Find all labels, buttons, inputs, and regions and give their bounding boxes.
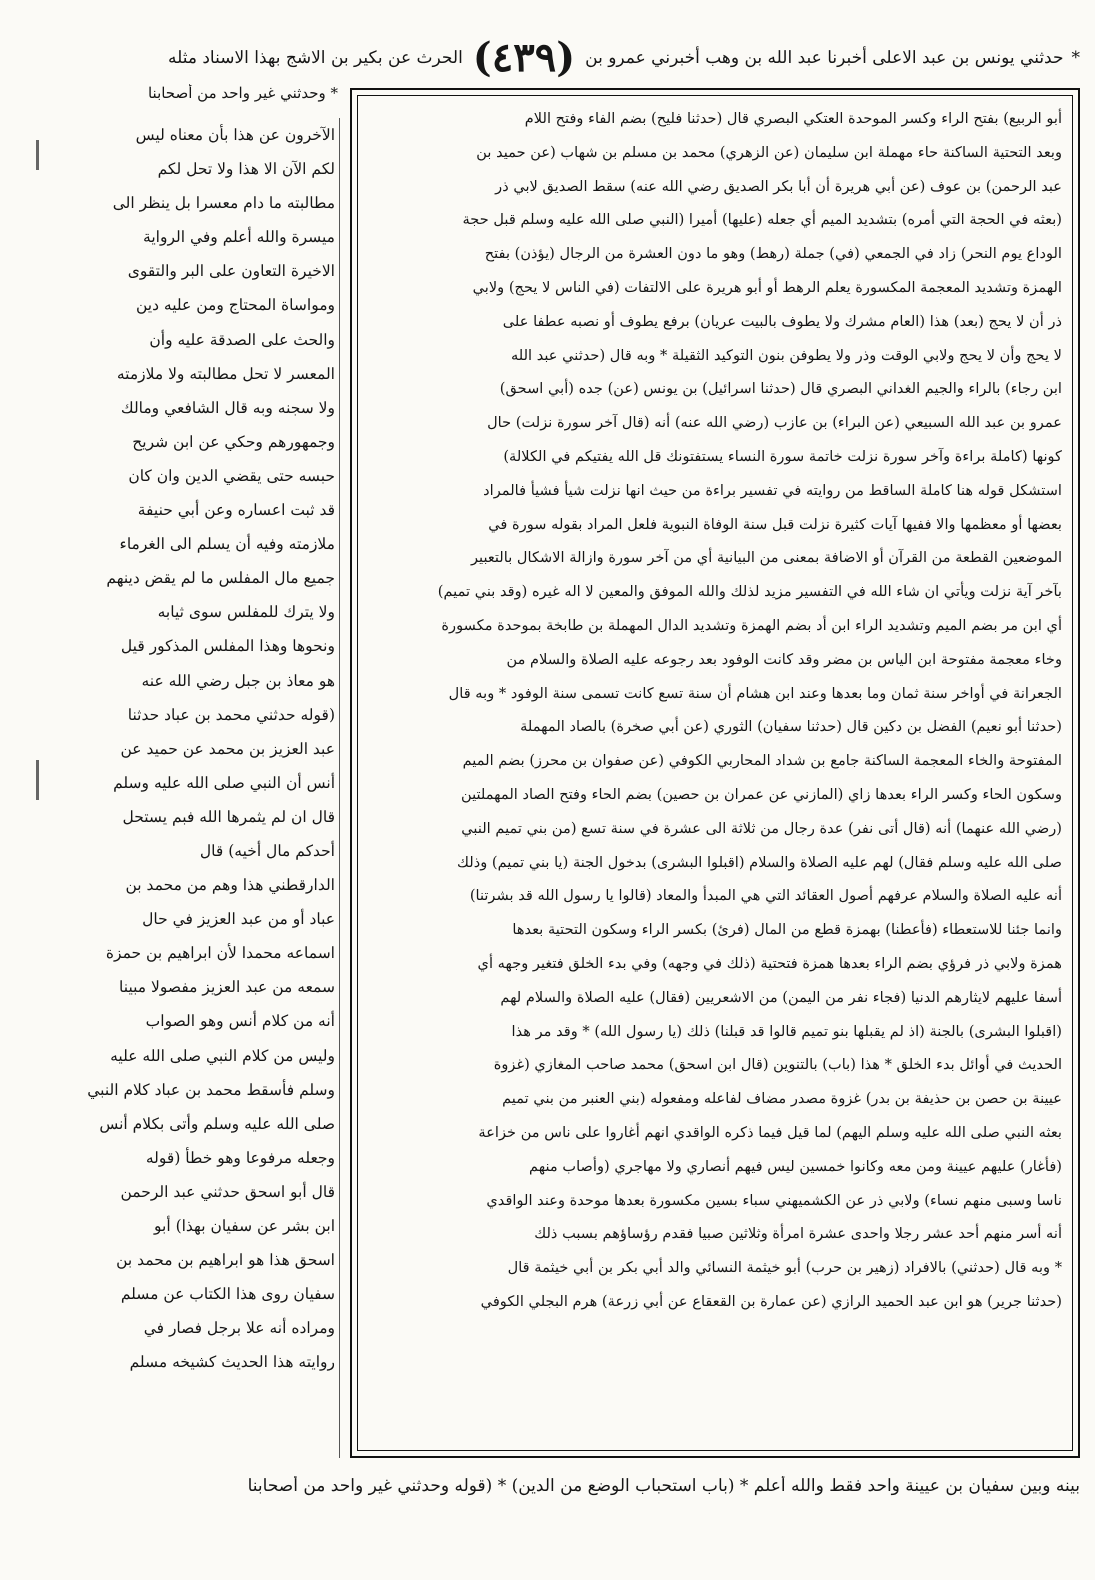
main-text-body (357, 95, 1073, 1451)
main-text-line: (فأغار) عليهم عيينة ومن معه وكانوا خمسين ليس فيهم أنصاري ولا مهاجري (وأصاب منهم (529, 1157, 1062, 1175)
main-text-line: وخاء معجمة مفتوحة ابن الياس بن مضر وقد كانت الوفود بعد رجوعه عليه الصلاة والسلام من (506, 650, 1062, 668)
main-text-line: الهمزة وتشديد المعجمة المكسورة يعلم الرهط أو أبو هريرة على الالتفات (في الناس لا يحج) ولابي (472, 278, 1062, 296)
page-number: (٤٣٩) (472, 36, 576, 80)
main-text-line: الجعرانة في أواخر سنة ثمان وما بعدها وعند ابن هشام أن سنة تسع كانت تسمى سنة الوفود * وبه قال (448, 684, 1062, 702)
header-text-left: الحرث عن بكير بن الاشج بهذا الاسناد مثله (167, 48, 463, 68)
margin-text-line: سفيان روى هذا الكتاب عن مسلم (120, 1285, 335, 1304)
margin-text-line: ونحوها وهذا المفلس المذكور قيل (120, 637, 335, 656)
margin-text-line: ولا يترك للمفلس سوى ثيابه (157, 603, 335, 622)
margin-text-line: الاخيرة التعاون على البر والتقوى (127, 262, 335, 281)
main-text-line: (اقبلوا البشرى) بالجنة (اذ لم يقبلها بنو تميم قالوا قد قبلنا) ذلك (يا رسول الله) * وقد مر هذا (511, 1022, 1062, 1040)
main-text-frame (350, 88, 1080, 1458)
main-text-line: لا يحج وأن لا يحج ولابي الوقت وذر ولا يطوفن بنون التوكيد الثقيلة * وبه قال (حدثني عبد الله (510, 346, 1062, 364)
margin-text-line: مطالبته ما دام معسرا بل ينظر الى (112, 194, 335, 213)
side-subheader: * وحدثني غير واحد من أصحابنا (147, 84, 338, 102)
main-text-line: (بعثه في الحجة التي أمره) بتشديد الميم أي جعله (عليها) أميرا (النبي صلى الله عليه وسلم قبل حجة (462, 211, 1062, 229)
main-text-line: ناسا وسبى منهم نساء) ولابي ذر عن الكشميهني سباء بسين مكسورة بعدها موحدة وعند الواقدي (486, 1191, 1062, 1209)
margin-text-line: ميسرة والله أعلم وفي الرواية (143, 228, 335, 247)
main-text-line: الوداع يوم النحر) زاد في الجمعي (في) جملة (رهط) وهو ما دون العشرة من الرجال (يؤذن) بفتح (484, 245, 1062, 263)
margin-text-line: وجعله مرفوعا وهو خطأ (قوله (145, 1148, 335, 1167)
margin-text-line: أنه من كلام أنس وهو الصواب (145, 1012, 335, 1031)
margin-text-line: المعسر لا تحل مطالبته ولا ملازمته (116, 364, 335, 383)
main-text-line: وبعد التحتية الساكنة حاء مهملة ابن سليمان (عن الزهري) محمد بن مسلم بن شهاب (عن حميد بن (476, 143, 1062, 161)
main-text-line: همزة ولابي ذر فرؤي بضم الراء بعدها همزة فتحتية (ذلك في وجهه) وفي بدء الخلق فتغير وجهه أي (477, 954, 1062, 972)
main-text-line: بعضها أو معظمها والا ففيها آيات كثيرة نزلت قبل سنة الوفاة النبوية فلعل المراد بقوله سورة في (488, 515, 1062, 533)
margin-text-line: (قوله حدثني محمد بن عباد حدثنا (127, 705, 335, 724)
main-text-line: الحديث في أوائل بدء الخلق * هذا (باب) بالتنوين (قال ابن اسحق) محمد صاحب المغازي (غزوة (493, 1056, 1062, 1074)
main-text-line: بعثه النبي صلى الله عليه وسلم اليهم) لما قيل فيما ذكره الواقدي انهم أغاروا على ناس من خزاعة (478, 1123, 1062, 1141)
margin-text-line: وليس من كلام النبي صلى الله عليه (110, 1046, 335, 1065)
margin-text-line: ابن بشر عن سفيان بهذا) أبو (154, 1217, 335, 1235)
margin-text-line: قد ثبت اعساره وعن أبي حنيفة (137, 501, 335, 520)
margin-text-line: عبد العزيز بن محمد عن حميد عن (120, 739, 335, 758)
margin-text-line: وسلم فأسقط محمد بن عباد كلام النبي (87, 1080, 335, 1099)
page-footer: بينه وبين سفيان بن عيينة واحد فقط والله أعلم * (باب استحباب الوضع من الدين) * (قوله وحدثني غير واحد من أصحابنا (247, 1476, 1080, 1496)
main-text-line: المفتوحة والخاء المعجمة الساكنة جامع بن شداد المحاربي الكوفي (عن صفوان بن محرز) بضم الميم (462, 752, 1062, 770)
main-text-line: استشكل قوله هنا كاملة الساقط من روايته في تفسير براءة من حيث انها نزلت شيأ فشيأ فالمراد (483, 481, 1062, 499)
margin-text-line: ولا سجنه وبه قال الشافعي ومالك (120, 398, 335, 417)
margin-text-line: اسماعه محمدا لأن ابراهيم بن حمزة (105, 944, 335, 963)
main-text-line: أنه عليه الصلاة والسلام عرفهم أصول العقائد التي هي المبدأ والمعاد (قالوا يا رسول الله قد بشرتنا) (469, 887, 1062, 905)
main-text-line: ابن رجاء) بالراء والجيم الغداني البصري قال (حدثنا اسرائيل) بن يونس (عن) جده (أبي اسحق) (499, 380, 1062, 398)
main-text-line: عبد الرحمن) بن عوف (عن أبي هريرة أن أبا بكر الصديق رضي الله عنه) سقط الصديق لابي ذر (495, 177, 1062, 195)
margin-text-line: عباد أو من عبد العزيز في حال (142, 910, 335, 929)
main-text-line: (حدثنا أبو نعيم) الفضل بن دكين قال (حدثنا سفيان) الثوري (عن أبي صخرة) بالصاد المهملة (520, 718, 1062, 736)
main-text-line: عيينة بن حصن بن حذيفة بن بدر) غزوة مصدر مضاف لفاعله ومفعوله (بني العنبر من بني تميم (502, 1090, 1062, 1108)
scan-mark (36, 760, 39, 800)
margin-text-line: روايته هذا الحديث كشيخه مسلم (129, 1353, 335, 1372)
margin-text-line: الدارقطني هذا وهم من محمد بن (125, 876, 335, 895)
main-text-line: عمرو بن عبد الله السبيعي (عن البراء) بن عازب (رضي الله عنه) أنه (قال آخر سورة نزلت) حال (487, 414, 1062, 432)
main-text-line: ذر أن لا يحج (بعد) هذا (العام مشرك ولا يطوف بالبيت عريان) برفع يطوف أو نصبه عطفا على (502, 312, 1062, 330)
margin-text-line: صلى الله عليه وسلم وأتى بكلام أنس (99, 1114, 335, 1133)
margin-text-line: والحث على الصدقة عليه وأن (149, 330, 335, 349)
page-header (90, 36, 1080, 80)
main-text-line: أسفا عليهم لايثارهم الدنيا (فجاء نفر من اليمن) من الاشعريين (فقال) عليه الصلاة والسلام لهم (500, 988, 1062, 1006)
margin-text-line: قال أبو اسحق حدثني عبد الرحمن (120, 1182, 335, 1201)
main-text-line: وسكون الحاء وكسر الراء بعدها زاي (المازني عن عمران بن حصين) بضم الحاء وفتح الصاد المهملتين (460, 785, 1062, 803)
margin-text-line: لكم الآن الا هذا ولا تحل لكم (157, 160, 335, 179)
main-text-line: صلى الله عليه وسلم فقال) لهم عليه الصلاة والسلام (اقبلوا البشرى) بدخول الجنة (يا بني تميم) وذلك (456, 853, 1062, 871)
margin-text-line: أحدكم مال أخيه) قال (199, 841, 335, 860)
main-text-line: بآخر آية نزلت ويأتي ان شاء الله في التفسير مزيد لذلك والله الموفق والمعين لا اله غيره (وقد بني تميم) (437, 583, 1062, 601)
main-text-line: أنه أسر منهم أحد عشر رجلا واحدى عشرة امرأة وثلاثين صبيا فقدم رؤساؤهم بسبب ذلك (534, 1225, 1062, 1243)
margin-text-line: ملازمته وفيه أن يسلم الى الغرماء (119, 535, 335, 554)
margin-text-line: قال ان لم يثمرها الله فبم يستحل (122, 807, 335, 826)
main-text-line: وانما جئنا للاستعطاء (فأعطنا) بهمزة قطع من المال (فرئ) بكسر الراء وسكون التحتية بعدها (512, 921, 1062, 939)
main-text-line: (حدثنا جرير) هو ابن عبد الحميد الرازي (عن عمارة بن القعقاع عن أبي زرعة) هرم البجلي الكوفي (480, 1292, 1062, 1310)
margin-text-line: وجمهورهم وحكي عن ابن شريح (132, 432, 335, 451)
main-text-line: أي ابن مر بضم الميم وتشديد الراء ابن أد بضم الهمزة وتشديد الدال المهملة بن طابخة بموحدة مكسورة (441, 616, 1062, 634)
margin-text-line: اسحق هذا هو ابراهيم بن محمد بن (116, 1251, 335, 1270)
scan-mark (36, 140, 39, 170)
margin-text-line: حبسه حتى يقضي الدين وان كان (128, 466, 335, 485)
main-text-line: أبو الربيع) بفتح الراء وكسر الموحدة العتكي البصري قال (حدثنا فليح) بضم الفاء وفتح اللام (524, 110, 1062, 127)
margin-text-line: ومراده أنه علا برجل فصار في (143, 1319, 335, 1338)
main-text-line: * وبه قال (حدثني) بالافراد (زهير بن حرب) أبو خيثمة النسائي والد أبي بكر بن أبي خيثمة قال (507, 1259, 1062, 1277)
margin-commentary-column (86, 118, 340, 1458)
header-text-right: حدثني يونس بن عبد الاعلى أخبرنا عبد الله بن وهب أخبرني عمرو بن (585, 48, 1064, 68)
header-star: * (1071, 48, 1080, 68)
margin-text-line: سمعه من عبد العزيز مفصولا مبينا (119, 978, 335, 997)
main-text-line: كونها (كاملة براءة وآخر سورة نزلت خاتمة سورة النساء يستفتونك قل الله يفتيكم في الكلالة) (503, 447, 1062, 465)
margin-text-line: أنس أن النبي صلى الله عليه وسلم (113, 773, 335, 792)
margin-text-line: هو معاذ بن جبل رضي الله عنه (141, 671, 335, 690)
margin-text-line: ومواساة المحتاج ومن عليه دين (135, 296, 335, 315)
margin-text-line: الآخرون عن هذا بأن معناه ليس (135, 126, 335, 144)
margin-text-line: جميع مال المفلس ما لم يقض دينهم (106, 569, 335, 588)
main-text-line: (رضي الله عنهما) أنه (قال أتى نفر) عدة رجال من ثلاثة الى عشرة في سنة تسع (من بني تميم النبي (461, 819, 1062, 837)
main-text-line: الموضعين القطعة من القرآن أو الاضافة بمعنى من البيانية أي من آخر سورة وازالة الاشكال بالتعبير (471, 549, 1062, 567)
